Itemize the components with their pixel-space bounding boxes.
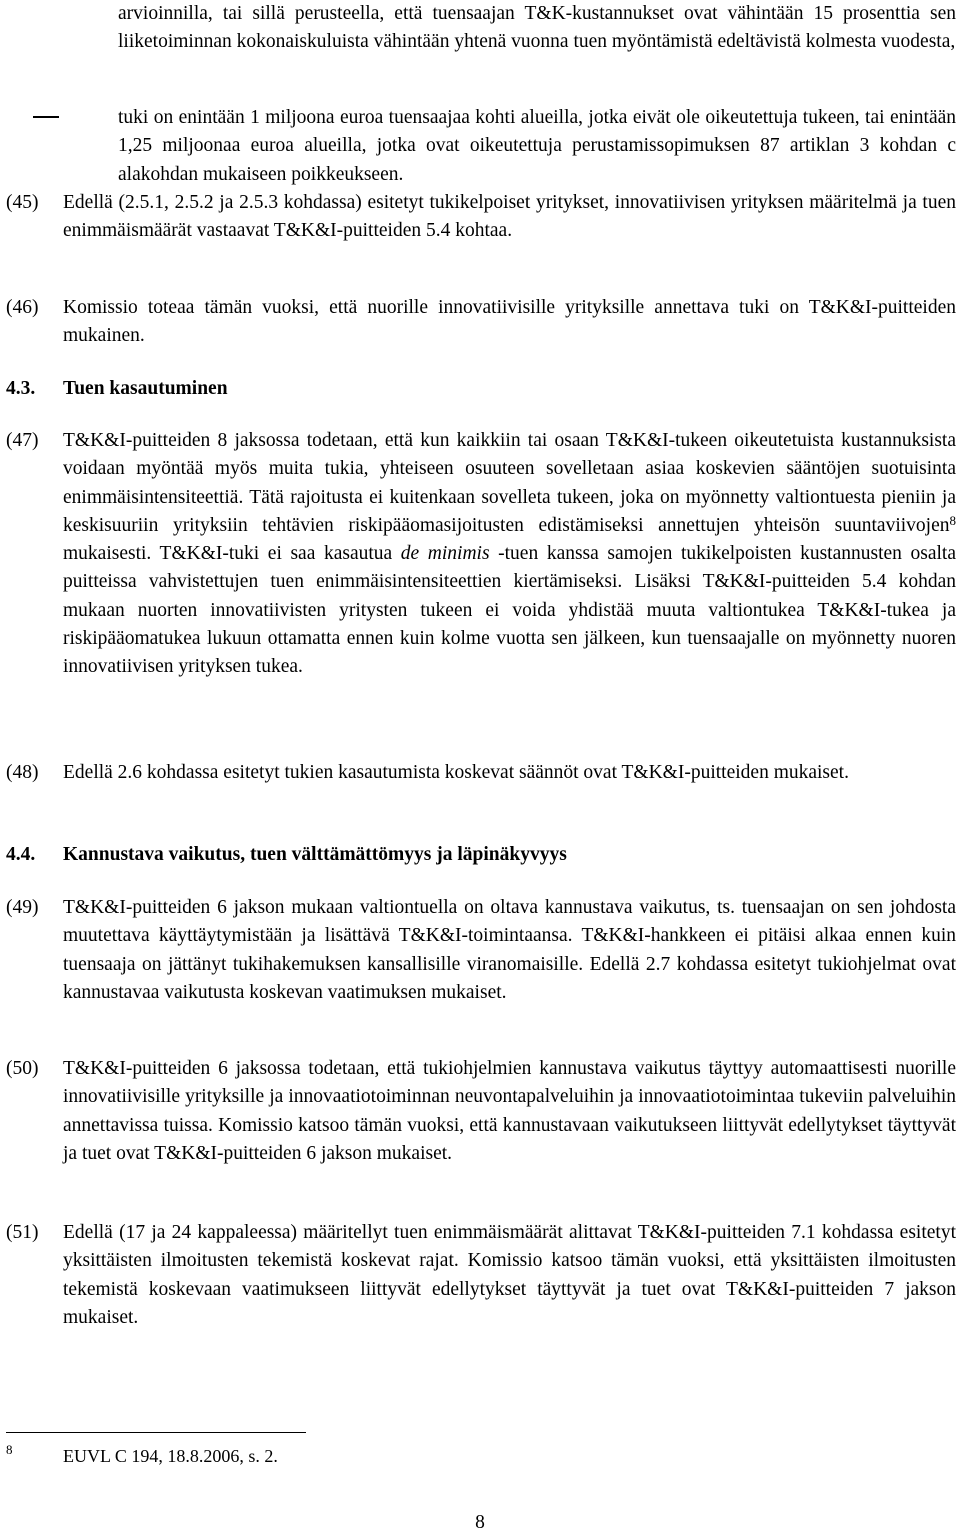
footnote-text: EUVL C 194, 18.8.2006, s. 2.	[63, 1446, 278, 1466]
paragraph-46	[6, 294, 956, 351]
paragraph-text: Komissio toteaa tämän vuoksi, että nuorille innovatiivisille yrityksille annettava tuki on T&K&I-puitteiden mukainen.	[63, 297, 956, 347]
paragraph-text-part1: T&K&I-puitteiden 8 jaksossa todetaan, että kun kaikkiin tai osaan T&K&I-tukeen oikeutetuista kustannuksista voidaan myöntää myös muita tukia, yhteiseen osuuteen sovelletaan asiaa koskevien sääntöjen suotuisinta enimmäisintensiteettiä. Tätä rajoitusta ei kuitenkaan sovelleta tukeen, joka on myönnetty valtiontuesta pieniin ja keskisuuriin yrityksiin tehtävien riskipääomasijoitusten edistämiseksi annettujen yhteisön suuntaviivojen	[63, 430, 956, 536]
paragraph-text: Edellä 2.6 kohdassa esitetyt tukien kasautumista koskevat säännöt ovat T&K&I-puitteiden mukaiset.	[63, 762, 849, 783]
paragraph-text: T&K&I-puitteiden 6 jaksossa todetaan, että tukiohjelmien kannustava vaikutus täyttyy automaattisesti nuorille innovatiivisille yrityksille ja innovaatiotoiminnan neuvontapalveluihin ja innovaatiotoimintaa tukeviin palveluihin annettavissa tuissa. Komissio katsoo tämän vuoksi, että kannustavaan vaikutukseen liittyvät edellytykset täyttyvät ja tuet ovat T&K&I-puitteiden 6 jakson mukaiset.	[63, 1058, 956, 1164]
paragraph-text	[63, 427, 956, 682]
footnote-mark: 8	[6, 1442, 13, 1457]
page-number: 8	[475, 1512, 485, 1533]
paragraph-number: (50)	[6, 1058, 39, 1079]
dash-item-text: tuki on enintään 1 miljoona euroa tuensaajaa kohti alueilla, jotka eivät ole oikeutettuja tukeen, tai enintään 1,25 miljoonaa euroa alueilla, jotka ovat oikeutettuja perustamissopimuksen 87 artiklan 3 kohdan c alakohdan mukaiseen poikkeukseen.	[118, 107, 956, 185]
section-number: 4.4.	[6, 844, 36, 865]
paragraph-47	[6, 427, 956, 682]
paragraph-number: (47)	[6, 430, 39, 451]
paragraph-text: Edellä (2.5.1, 2.5.2 ja 2.5.3 kohdassa) esitetyt tukikelpoiset yritykset, innovatiivisen yrityksen määritelmä ja tuen enimmäismäärät vastaavat T&K&I-puitteiden 5.4 kohtaa.	[63, 192, 956, 242]
paragraph-49	[6, 894, 956, 1007]
paragraph-number: (51)	[6, 1222, 39, 1243]
paragraph-text-part3: -tuen kanssa samojen tukikelpoisten kustannusten osalta puitteissa vahvistettujen tuen enimmäisintensiteettien kiertämiseksi. Lisäksi T&K&I-puitteiden 5.4 kohdan mukaan nuorten innovatiivisten yritysten tukeen ei voida yhdistää muuta valtiontukea T&K&I-tukea ja riskipääomatukea lukuun ottamatta ennen kuin kolme vuotta sen jälkeen, kun tuensaajalle on myönnetty nuoren innovatiivisen yrityksen tukea.	[63, 543, 956, 678]
footnote-reference[interactable]: 8	[949, 512, 956, 528]
paragraph-number: (46)	[6, 297, 39, 318]
dash-bullet	[33, 116, 59, 118]
paragraph-text: T&K&I-puitteiden 6 jakson mukaan valtiontuella on oltava kannustava vaikutus, ts. tuensaajan on sen johdosta muutettava käyttäytymistään ja lisättävä T&K&I-toimintaansa. T&K&I-hankkeen ei pitäisi alkaa ennen kuin tuensaaja on jättänyt tukihakemuksen kansallisille viranomaisille. Edellä 2.7 kohdassa esitetyt tukiohjelmat ovat kannustavaa vaikutusta koskevan vaatimuksen mukaiset.	[63, 897, 956, 1003]
paragraph-number: (49)	[6, 897, 39, 918]
paragraph-45	[6, 189, 956, 246]
paragraph-48	[6, 759, 956, 787]
section-title: Tuen kasautuminen	[63, 378, 228, 399]
paragraph-number: (48)	[6, 762, 39, 783]
footnote-separator	[6, 1432, 306, 1433]
section-heading-4-4	[6, 841, 956, 869]
paragraph-text: Edellä (17 ja 24 kappaleessa) määritellyt tuen enimmäismäärät alittavat T&K&I-puitteiden 7.1 kohdassa esitetyt yksittäisten ilmoitusten tekemistä koskevat rajat. Komissio katsoo tämän vuoksi, että yksittäisten ilmoitusten tekemistä koskevaan vaatimukseen liittyvät edellytykset täyttyvät ja tuet ovat T&K&I-puitteiden 7 jakson mukaiset.	[63, 1222, 956, 1328]
continuation-text: arvioinnilla, tai sillä perusteella, että tuensaajan T&K-kustannukset ovat vähintään 15 prosenttia sen liiketoiminnan kokonaiskuluista vähintään yhtenä vuonna tuen myöntämistä edeltävistä kolmesta vuodesta,	[118, 3, 956, 53]
italic-term: de minimis	[400, 543, 490, 565]
footnote	[6, 1442, 706, 1470]
paragraph-50	[6, 1055, 956, 1168]
paragraph-51	[6, 1219, 956, 1332]
paragraph-text-part2: mukaisesti. T&K&I-tuki ei saa kasautua	[63, 543, 401, 565]
paragraph-number: (45)	[6, 192, 39, 213]
section-title: Kannustava vaikutus, tuen välttämättömyys ja läpinäkyvyys	[63, 844, 567, 865]
section-number: 4.3.	[6, 378, 36, 399]
section-heading-4-3	[6, 375, 956, 403]
